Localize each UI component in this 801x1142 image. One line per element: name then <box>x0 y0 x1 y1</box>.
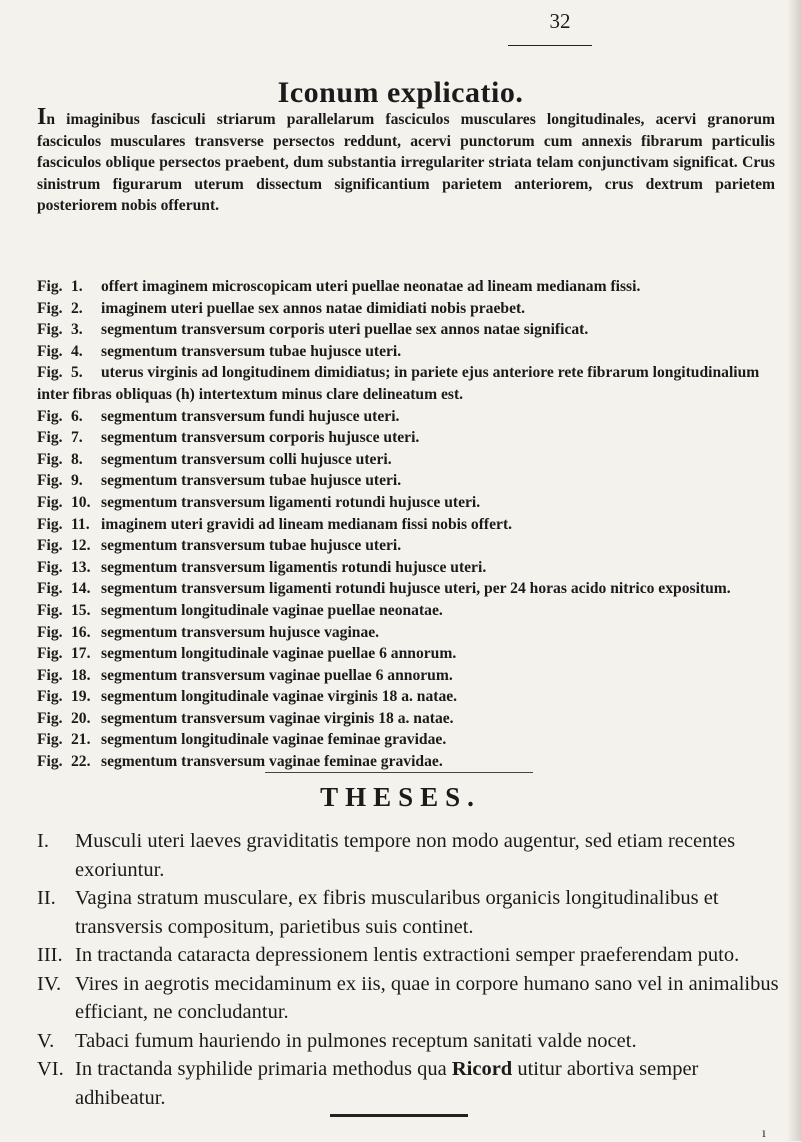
thesis-item <box>37 941 779 970</box>
thesis-number: I. <box>37 830 49 852</box>
figure-item <box>37 319 779 341</box>
figure-item <box>37 729 779 751</box>
figure-label: Fig. <box>37 601 63 619</box>
figure-description: segmentum transversum vaginae virginis 18 a. natae. <box>101 709 454 727</box>
figure-number: 8. <box>71 450 83 468</box>
figure-label: Fig. <box>37 558 63 576</box>
figure-label: Fig. <box>37 623 63 641</box>
intro-text: n imaginibus fasciculi striarum parallelarum fasciculos musculares longitudinales, acervi granorum fasciculos musculares transverse persectos reddunt, acervi punctorum cum annexis fibrarum particulis fasciculos oblique persectos praebent, dum substantia irregulariter striata telam conjunctivam significat. Crus sinistrum figurarum uterum dissectum significantium parietem anteriorem, crus dextrum parietem posteriorem nobis offerunt. <box>37 111 775 215</box>
figure-number: 15. <box>71 601 91 619</box>
figure-description: segmentum transversum fundi hujusce uteri. <box>101 407 400 425</box>
figure-description: segmentum transversum corporis uteri puellae sex annos natae significat. <box>101 321 589 339</box>
figure-item <box>37 362 779 405</box>
figure-label: Fig. <box>37 753 63 771</box>
figure-item <box>37 406 779 428</box>
figure-description: uterus virginis ad longitudinem dimidiatus; in pariete ejus anteriore rete fibrarum longitudinalium inter fibras obliquas (h) intertextum minus clare delineatum est. <box>37 364 760 403</box>
figure-item <box>37 686 779 708</box>
figure-description: segmentum longitudinale vaginae puellae 6 annorum. <box>101 645 457 663</box>
bottom-rule <box>330 1114 468 1117</box>
figure-description: segmentum transversum ligamenti rotundi hujusce uteri, per 24 horas acido nitrico expositum. <box>101 580 731 598</box>
figure-label: Fig. <box>37 299 63 317</box>
figure-number: 18. <box>71 666 91 684</box>
figure-number: 1. <box>71 278 83 295</box>
thesis-text: Vires in aegrotis mecidaminum ex iis, quae in corpore humano sano vel in animalibus efficiant, ne concludantur. <box>75 972 779 1023</box>
section-title: Iconum explicatio. <box>277 76 524 109</box>
figure-description: segmentum transversum vaginae puellae 6 annorum. <box>101 666 453 684</box>
thesis-author-name: Ricord <box>451 1058 513 1080</box>
figure-number: 4. <box>71 342 83 360</box>
figure-label: Fig. <box>37 364 63 382</box>
figure-number: 16. <box>71 623 91 641</box>
figure-label: Fig. <box>37 645 63 663</box>
thesis-item <box>37 884 779 941</box>
figure-description: imaginem uteri gravidi ad lineam medianam fissi nobis offert. <box>101 515 513 533</box>
figure-number: 5. <box>71 364 83 382</box>
figure-label: Fig. <box>37 493 63 511</box>
figure-label: Fig. <box>37 666 63 684</box>
figure-item <box>37 492 779 514</box>
thesis-text: Vagina stratum musculare, ex fibris muscularibus organicis longitudinalibus et transversis compositum, parietibus suis continet. <box>75 887 719 938</box>
thesis-text-before: In tractanda syphilide primaria methodus qua <box>75 1058 447 1080</box>
figure-number: 3. <box>71 321 83 339</box>
figure-description: segmentum longitudinale vaginae feminae gravidae. <box>101 731 447 749</box>
figure-description: offert imaginem microscopicam uteri puellae neonatae ad lineam medianam fissi. <box>101 278 641 295</box>
figure-item <box>37 751 779 773</box>
intro-paragraph <box>37 104 775 217</box>
thesis-text: Tabaci fumum hauriendo in pulmones receptum sanitati valde nocet. <box>75 1029 637 1052</box>
thesis-number: V. <box>37 1029 55 1052</box>
figure-item <box>37 449 779 471</box>
figure-list <box>37 276 779 773</box>
thesis-text <box>37 1055 779 1112</box>
figure-label: Fig. <box>37 709 63 727</box>
figure-label: Fig. <box>37 472 63 490</box>
figure-item <box>37 600 779 622</box>
figure-number: 2. <box>71 299 83 317</box>
figure-item <box>37 298 779 320</box>
figure-item <box>37 578 779 600</box>
page-number-rule <box>508 45 592 46</box>
figure-item <box>37 470 779 492</box>
figure-description: segmentum transversum tubae hujusce uteri. <box>101 342 402 360</box>
page-edge-shadow <box>787 0 801 1141</box>
figure-number: 20. <box>71 709 91 727</box>
thesis-item <box>37 1055 779 1112</box>
figure-number: 17. <box>71 645 91 663</box>
figure-description: segmentum transversum corporis hujusce uteri. <box>101 429 420 447</box>
figure-item <box>37 276 779 298</box>
figure-item <box>37 535 779 557</box>
figure-description: imaginem uteri puellae sex annos natae dimidiati nobis praebet. <box>101 299 526 317</box>
figure-number: 11. <box>71 515 90 533</box>
theses-rule <box>265 772 533 773</box>
thesis-text: In tractanda cataracta depressionem lentis extractioni semper praeferendam puto. <box>75 944 740 966</box>
figure-description: segmentum transversum vaginae feminae gravidae. <box>101 753 443 771</box>
thesis-number: VI. <box>37 1058 64 1080</box>
figure-label: Fig. <box>37 321 63 339</box>
figure-number: 10. <box>71 493 91 511</box>
figure-item <box>37 708 779 730</box>
figure-description: segmentum transversum hujusce vaginae. <box>101 623 380 641</box>
figure-item <box>37 427 779 449</box>
figure-item <box>37 643 779 665</box>
thesis-item <box>37 1027 779 1056</box>
figure-label: Fig. <box>37 688 63 706</box>
figure-number: 7. <box>71 429 83 447</box>
thesis-number: IV. <box>37 972 62 995</box>
figure-number: 19. <box>71 688 91 706</box>
figure-label: Fig. <box>37 407 63 425</box>
thesis-text: Musculi uteri laeves graviditatis tempore non modo augentur, sed etiam recentes exoriuntur. <box>75 830 736 881</box>
intro-dropcap: I <box>37 104 47 130</box>
corner-mark: ı <box>762 1126 766 1141</box>
figure-description: segmentum transversum tubae hujusce uteri. <box>101 537 402 555</box>
page-number: 32 <box>549 9 571 33</box>
figure-description: segmentum transversum colli hujusce uteri. <box>101 450 392 468</box>
figure-number: 13. <box>71 558 91 576</box>
figure-item <box>37 557 779 579</box>
figure-number: 22. <box>71 753 91 771</box>
figure-label: Fig. <box>37 537 63 555</box>
thesis-item <box>37 827 779 884</box>
theses-list <box>37 827 779 1112</box>
figure-label: Fig. <box>37 731 63 749</box>
figure-number: 6. <box>71 407 83 425</box>
figure-description: segmentum longitudinale vaginae puellae neonatae. <box>101 601 443 619</box>
thesis-number: III. <box>37 944 63 966</box>
figure-description: segmentum transversum ligamentis rotundi hujusce uteri. <box>101 558 487 576</box>
thesis-text-after: utitur abortiva semper adhibeatur. <box>75 1058 699 1109</box>
figure-number: 14. <box>71 580 91 598</box>
figure-label: Fig. <box>37 278 63 295</box>
figure-number: 12. <box>71 537 91 555</box>
figure-number: 9. <box>71 472 83 490</box>
figure-item <box>37 514 779 536</box>
thesis-number: II. <box>37 887 56 909</box>
figure-description: segmentum transversum tubae hujusce uteri. <box>101 472 402 490</box>
thesis-item <box>37 970 779 1027</box>
figure-number: 21. <box>71 731 91 749</box>
figure-label: Fig. <box>37 450 63 468</box>
figure-description: segmentum longitudinale vaginae virginis 18 a. natae. <box>101 688 458 706</box>
figure-label: Fig. <box>37 515 63 533</box>
figure-label: Fig. <box>37 342 63 360</box>
figure-label: Fig. <box>37 429 63 447</box>
figure-label: Fig. <box>37 580 63 598</box>
figure-description: segmentum transversum ligamenti rotundi hujusce uteri. <box>101 493 481 511</box>
figure-item <box>37 622 779 644</box>
figure-item <box>37 341 779 363</box>
figure-item <box>37 665 779 687</box>
theses-title: THESES. <box>320 782 481 812</box>
